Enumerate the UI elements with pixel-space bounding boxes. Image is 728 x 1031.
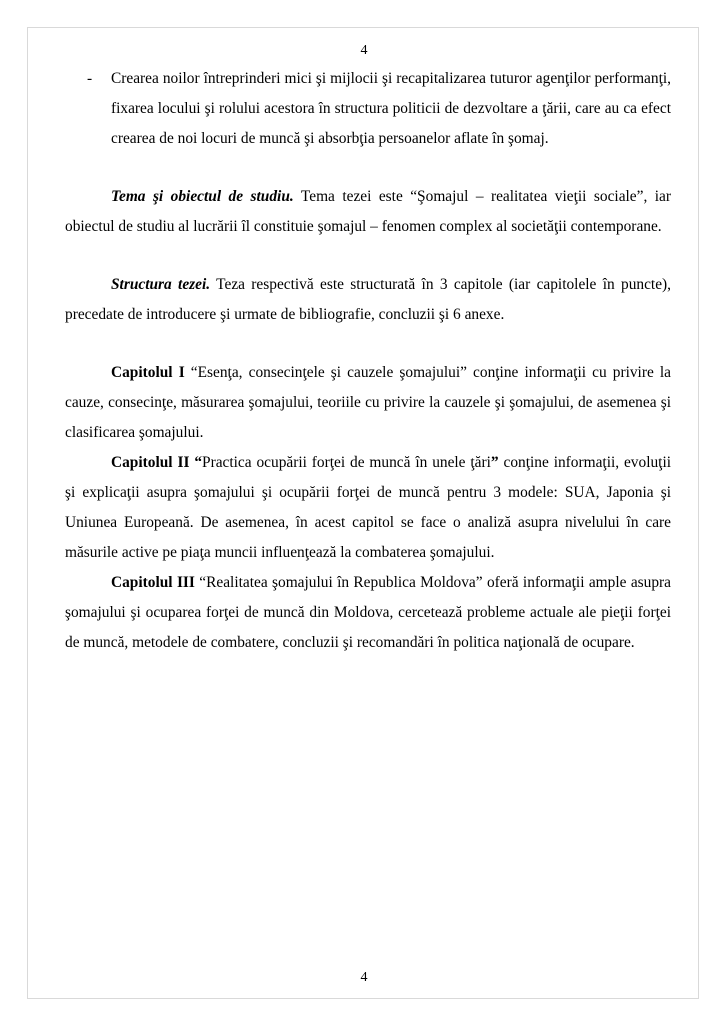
cap1-text: “Esenţa, consecinţele şi cauzele şomajului” conţine informaţii cu privire la cauze, consecinţe, măsurarea şomajului, teoriile cu privire la cauzele şi şomajului, de asemenea şi clasificarea şomajului.	[65, 364, 671, 441]
paragraph-capitolul-3	[65, 568, 671, 658]
paragraph-capitolul-2	[65, 448, 671, 568]
page-number-bottom: 4	[360, 970, 368, 985]
paragraph-tema	[65, 182, 671, 242]
bullet-text: Crearea noilor întreprinderi mici şi mijlocii şi recapitalizarea tuturor agenţilor performanţi, fixarea locului şi rolului acestora în structura politicii de dezvoltare a ţării, care au ca efect crearea de noi locuri de muncă şi absorbţia persoanelor aflate în şomaj.	[111, 70, 671, 147]
cap2-text: conţine informaţii, evoluţii şi explicaţii asupra şomajului şi ocupării forţei de muncă pentru 3 modele: SUA, Japonia şi Uniunea Europeană. De asemenea, în acest capitol se face o analiză asupra nivelului în care măsurile active pe piaţa muncii influenţează la combaterea şomajului.	[65, 454, 672, 561]
cap2-heading: Capitolul II “	[111, 454, 203, 471]
bullet-dash: -	[87, 70, 93, 87]
paragraph-structura	[65, 270, 671, 330]
cap2-close-quote: ”	[490, 454, 499, 471]
cap3-heading: Capitolul III	[111, 574, 195, 591]
paragraph-capitolul-1	[65, 358, 671, 448]
page-number-top: 4	[360, 43, 368, 58]
tema-heading: Tema şi obiectul de studiu.	[111, 188, 294, 205]
bullet-item	[65, 64, 671, 154]
cap1-heading: Capitolul I	[111, 364, 185, 381]
structura-text: Teza respectivă este structurată în 3 capitole (iar capitolele în puncte), precedate de introducere şi urmate de bibliografie, concluzii şi 6 anexe.	[65, 276, 672, 323]
cap2-title: Practica ocupării forţei de muncă în unele ţări	[202, 454, 491, 471]
cap3-text: “Realitatea şomajului în Republica Moldova” oferă informaţii ample asupra şomajului şi ocuparea forţei de muncă din Moldova, cercetează probleme actuale ale pieţii forţei de muncă, metodele de combatere, concluzii şi recomandări în politica naţională de ocupare.	[65, 574, 671, 651]
structura-heading: Structura tezei.	[111, 276, 211, 293]
tema-text: Tema tezei este “Şomajul – realitatea vieţii sociale”, iar obiectul de studiu al lucrării îl constituie şomajul – fenomen complex al societăţii contemporane.	[65, 188, 671, 235]
document-body	[65, 64, 671, 658]
